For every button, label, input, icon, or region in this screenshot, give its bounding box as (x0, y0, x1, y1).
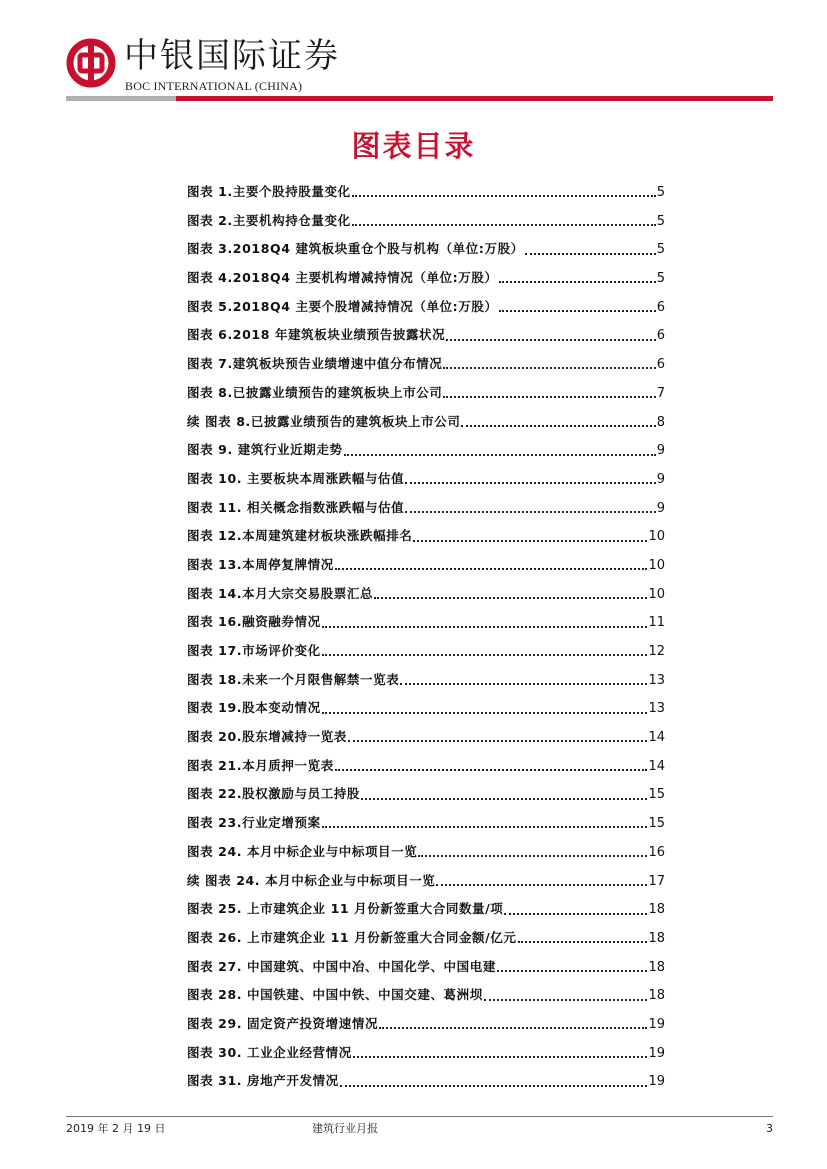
toc-entry-label: 图表 6.2018 年建筑板块业绩预告披露状况 (187, 327, 446, 343)
toc-leader-dots (518, 933, 648, 943)
toc-entry-page: 10 (648, 529, 665, 545)
toc-entry-page: 13 (648, 672, 665, 688)
toc-entry-page: 7 (656, 385, 665, 401)
toc-entry-page: 17 (648, 873, 665, 889)
table-of-figures (187, 178, 665, 1096)
toc-entry-page: 18 (648, 988, 665, 1004)
boc-logo-icon (66, 38, 116, 88)
footer-divider (66, 1116, 773, 1117)
toc-entry-page: 19 (648, 1045, 665, 1061)
header-divider-accent (66, 96, 176, 101)
toc-leader-dots (353, 1048, 648, 1058)
toc-leader-dots (361, 790, 647, 800)
toc-leader-dots (525, 245, 656, 255)
toc-entry[interactable] (187, 580, 665, 609)
toc-entry-page: 10 (648, 557, 665, 573)
toc-entry[interactable] (187, 838, 665, 867)
toc-entry-label: 图表 31. 房地产开发情况 (187, 1073, 339, 1089)
toc-leader-dots (484, 991, 648, 1001)
toc-leader-dots (335, 560, 648, 570)
toc-entry[interactable] (187, 235, 665, 264)
toc-leader-dots (400, 675, 647, 685)
toc-entry-label: 图表 17.市场评价变化 (187, 643, 321, 658)
toc-entry-page: 11 (648, 615, 665, 631)
toc-entry-page: 6 (656, 357, 665, 373)
toc-entry[interactable] (187, 608, 665, 637)
toc-entry-page: 14 (648, 758, 665, 774)
toc-entry-label: 图表 20.股东增减持一览表 (187, 729, 347, 745)
toc-leader-dots (499, 273, 656, 283)
toc-entry-label: 图表 21.本月质押一览表 (187, 757, 334, 773)
toc-entry-label: 图表 28. 中国铁建、中国中铁、中国交建、葛洲坝 (187, 987, 483, 1003)
toc-entry-label: 图表 8.已披露业绩预告的建筑板块上市公司 (187, 384, 443, 400)
footer-date: 2019 年 2 月 19 日 (66, 1122, 166, 1135)
toc-leader-dots (344, 446, 656, 456)
toc-leader-dots (352, 216, 656, 226)
toc-entry-page: 10 (648, 586, 665, 602)
toc-entry[interactable] (187, 551, 665, 580)
toc-entry-page: 8 (656, 414, 665, 430)
toc-entry-page: 18 (648, 930, 665, 946)
toc-entry[interactable] (187, 436, 665, 465)
toc-leader-dots (322, 818, 648, 828)
toc-leader-dots (374, 589, 647, 599)
toc-entry-page: 5 (656, 213, 665, 229)
toc-entry-label: 图表 27. 中国建筑、中国中冶、中国化学、中国电建 (187, 958, 496, 974)
toc-entry-label: 图表 10. 主要板块本周涨跌幅与估值 (187, 470, 405, 486)
footer-page-number: 3 (766, 1122, 773, 1135)
toc-entry-page: 6 (656, 299, 665, 315)
toc-leader-dots (436, 876, 647, 886)
toc-leader-dots (418, 847, 647, 857)
toc-entry-page: 18 (648, 902, 665, 918)
toc-entry-label: 图表 11. 相关概念指数涨跌幅与估值 (187, 499, 405, 515)
toc-leader-dots (461, 417, 655, 427)
toc-entry[interactable] (187, 264, 665, 293)
toc-entry-label: 图表 16.融资融券情况 (187, 614, 321, 630)
toc-entry-page: 14 (648, 730, 665, 746)
toc-entry-page: 19 (648, 1074, 665, 1090)
toc-entry[interactable] (187, 379, 665, 408)
brand-name-en: BOC INTERNATIONAL (CHINA) (125, 79, 303, 93)
toc-entry[interactable] (187, 350, 665, 379)
toc-entry-label: 图表 4.2018Q4 主要机构增减持情况（单位:万股） (187, 270, 498, 286)
toc-entry[interactable] (187, 780, 665, 809)
toc-leader-dots (340, 1077, 648, 1087)
toc-entry-label: 图表 7.建筑板块预告业绩增速中值分布情况 (187, 356, 443, 372)
toc-leader-dots (443, 359, 655, 369)
toc-entry-page: 5 (656, 242, 665, 258)
toc-entry-page: 5 (656, 271, 665, 287)
toc-leader-dots (413, 532, 647, 542)
toc-entry[interactable] (187, 723, 665, 752)
toc-entry-page: 13 (648, 701, 665, 717)
toc-entry-page: 15 (648, 816, 665, 832)
toc-leader-dots (322, 618, 648, 628)
toc-entry[interactable] (187, 1010, 665, 1039)
toc-entry[interactable] (187, 809, 665, 838)
toc-entry[interactable] (187, 1067, 665, 1096)
toc-entry-label: 图表 13.本周停复牌情况 (187, 556, 334, 572)
toc-entry-label: 图表 18.未来一个月限售解禁一览表 (187, 671, 400, 687)
toc-leader-dots (446, 331, 655, 341)
toc-entry-page: 15 (648, 787, 665, 803)
toc-entry-page: 18 (648, 959, 665, 975)
footer-report-title: 建筑行业月报 (312, 1122, 378, 1135)
toc-entry[interactable] (187, 924, 665, 953)
toc-leader-dots (443, 388, 655, 398)
toc-leader-dots (352, 187, 656, 197)
toc-entry[interactable] (187, 694, 665, 723)
toc-entry-label: 图表 9. 建筑行业近期走势 (187, 442, 343, 458)
toc-entry-label: 续 图表 8.已披露业绩预告的建筑板块上市公司 (187, 413, 461, 429)
toc-entry-label: 图表 1.主要个股持股量变化 (187, 184, 351, 199)
toc-entry[interactable] (187, 637, 665, 666)
toc-entry[interactable] (187, 178, 665, 207)
toc-entry-page: 5 (656, 185, 665, 200)
toc-entry-label: 图表 22.股权激励与员工持股 (187, 786, 360, 802)
toc-entry[interactable] (187, 465, 665, 494)
toc-entry[interactable] (187, 522, 665, 551)
toc-entry-label: 图表 24. 本月中标企业与中标项目一览 (187, 843, 418, 859)
toc-entry[interactable] (187, 1039, 665, 1068)
toc-entry-label: 图表 14.本月大宗交易股票汇总 (187, 585, 374, 601)
toc-entry[interactable] (187, 293, 665, 322)
toc-leader-dots (379, 1019, 647, 1029)
toc-leader-dots (499, 302, 656, 312)
toc-entry-label: 图表 19.股本变动情况 (187, 700, 321, 716)
toc-entry[interactable] (187, 207, 665, 236)
toc-entry-label: 图表 2.主要机构持仓量变化 (187, 212, 351, 228)
toc-leader-dots (497, 962, 648, 972)
toc-leader-dots (322, 704, 648, 714)
toc-entry-label: 续 图表 24. 本月中标企业与中标项目一览 (187, 872, 436, 888)
toc-entry[interactable] (187, 408, 665, 437)
brand-name-cn: 中银国际证券 (124, 36, 340, 76)
toc-entry-page: 12 (648, 644, 665, 659)
toc-entry[interactable] (187, 494, 665, 523)
toc-entry-label: 图表 30. 工业企业经营情况 (187, 1044, 352, 1060)
toc-entry[interactable] (187, 953, 665, 982)
toc-entry[interactable] (187, 981, 665, 1010)
toc-leader-dots (335, 761, 648, 771)
toc-entry-page: 9 (656, 500, 665, 516)
toc-entry[interactable] (187, 867, 665, 896)
toc-entry-page: 9 (656, 443, 665, 459)
toc-entry-page: 6 (656, 328, 665, 344)
toc-entry-label: 图表 29. 固定资产投资增速情况 (187, 1015, 379, 1031)
toc-entry[interactable] (187, 666, 665, 695)
toc-entry[interactable] (187, 752, 665, 781)
toc-leader-dots (405, 474, 655, 484)
toc-leader-dots (348, 732, 648, 742)
page-title: 图表目录 (351, 129, 476, 163)
toc-entry-page: 19 (648, 1016, 665, 1032)
toc-entry-label: 图表 3.2018Q4 建筑板块重仓个股与机构（单位:万股） (187, 241, 524, 257)
toc-leader-dots (322, 646, 648, 656)
toc-entry-label: 图表 12.本周建筑建材板块涨跌幅排名 (187, 528, 413, 544)
toc-entry[interactable] (187, 895, 665, 924)
toc-entry-page: 16 (648, 844, 665, 860)
toc-leader-dots (405, 503, 655, 513)
toc-entry-label: 图表 5.2018Q4 主要个股增减持情况（单位:万股） (187, 298, 498, 314)
toc-entry-label: 图表 26. 上市建筑企业 11 月份新签重大合同金额/亿元 (187, 929, 517, 945)
toc-entry-label: 图表 23.行业定增预案 (187, 815, 321, 831)
toc-entry-page: 9 (656, 471, 665, 487)
toc-entry-label: 图表 25. 上市建筑企业 11 月份新签重大合同数量/项 (187, 901, 504, 917)
toc-leader-dots (504, 905, 647, 915)
toc-entry[interactable] (187, 321, 665, 350)
